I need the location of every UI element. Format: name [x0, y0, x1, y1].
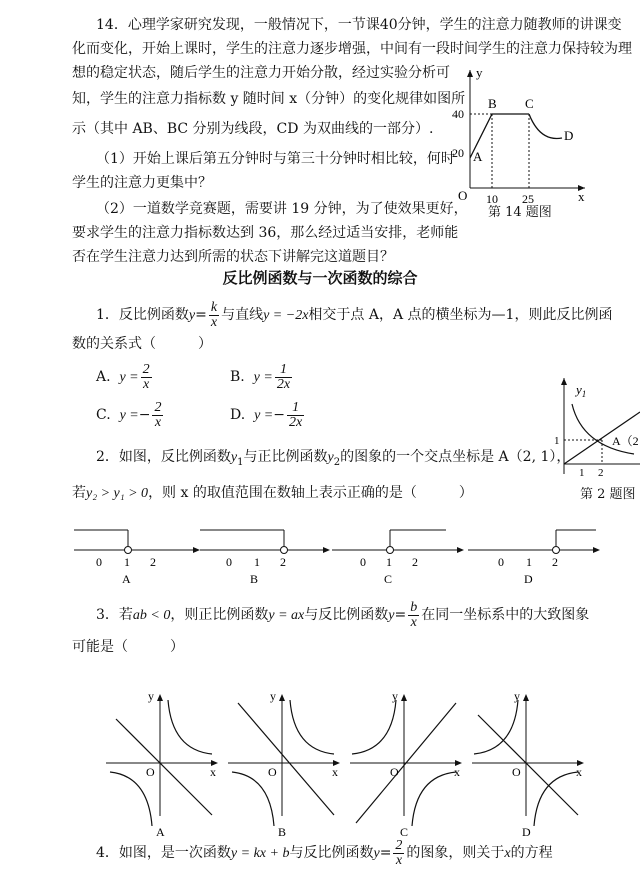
- q14-sub2-line-1: （2）一道数学竞赛题，需要讲 19 分钟，为了使效果更好，: [96, 201, 468, 217]
- svg-text:A: A: [156, 825, 165, 838]
- svg-text:x: x: [210, 765, 216, 779]
- svg-text:y: y: [514, 689, 520, 703]
- x-label: x: [578, 189, 585, 204]
- svg-text:y: y: [270, 689, 276, 703]
- svg-text:1: 1: [124, 555, 130, 569]
- q2-line-2: 若y₂ > y₁ > 0，则 x 的取值范围在数轴上表示正确的是（ ）: [72, 485, 473, 501]
- q3-graph-a: [106, 689, 218, 838]
- q14-line-4: 知，学生的注意力指标数 y 随时间 x（分钟）的变化规律如图所: [72, 91, 466, 107]
- q1-line-1: [96, 300, 612, 331]
- svg-text:2: 2: [412, 555, 418, 569]
- q14-sub2-line-3: 否在学生注意力达到所需的状态下讲解完这道题目？: [72, 249, 394, 265]
- svg-text:x: x: [576, 765, 582, 779]
- q1-option-d: D. y =− $\frac{1}{2x}$: [230, 399, 303, 430]
- q3-line-1: 3．若ab < 0，则正比例函数y = ax与反比例函数y= $\frac{b}{x}$ 在同一坐标系中的大致图象: [96, 599, 590, 630]
- q1-line-eq: y = −2x: [263, 308, 309, 323]
- svg-text:O: O: [390, 765, 399, 779]
- tick-25: 25: [522, 192, 534, 206]
- q3-graph-c: [350, 689, 462, 838]
- q14-line-2: 化而变化，开始上课时，学生的注意力逐步增强，中间有一段时间学生的注意力保持较为理: [72, 41, 632, 57]
- tick-20: 20: [452, 146, 464, 160]
- tick-y-1: 1: [554, 435, 560, 447]
- point-c-label: C: [525, 96, 534, 111]
- q14-line-3: 想的稳定状态，随后学生的注意力开始分散，经过实验分析可: [72, 65, 450, 81]
- y-axis-arrow: [561, 378, 567, 385]
- q1-prefix: 1．反比例函数: [96, 307, 189, 323]
- q14-sub1-line-2: 学生的注意力更集中？: [72, 175, 212, 191]
- tick-x-1: 1: [579, 467, 585, 479]
- q1-y: y: [188, 308, 196, 323]
- q1-line-2: 数的关系式（ ）: [72, 336, 212, 352]
- q1-option-c: C. y =− $\frac{2}{x}$: [96, 399, 162, 430]
- curve-cd: [529, 114, 562, 139]
- origin-label: O: [458, 188, 468, 203]
- q14-line-1: 14．心理学家研究发现，一般情况下，一节课40分钟，学生的注意力随教师的讲课变: [96, 17, 622, 33]
- q1-fraction: $\frac{k}{x}$: [210, 299, 218, 330]
- svg-text:0: 0: [498, 555, 504, 569]
- q4-line-1: 4．如图，是一次函数y = kx + b与反比例函数y= $\frac{2}{x}$ 的图象，则关于x的方程: [96, 837, 553, 868]
- svg-text:2: 2: [552, 555, 558, 569]
- svg-text:C: C: [400, 825, 409, 838]
- q14-attention-graph: [440, 60, 590, 220]
- svg-text:B: B: [250, 572, 259, 586]
- q1-post: 相交于点 A，A 点的横坐标为—1，则此反比例函: [308, 307, 613, 323]
- svg-text:0: 0: [96, 555, 102, 569]
- point-a-label: A（2: [612, 434, 639, 448]
- svg-text:x: x: [454, 765, 460, 779]
- point-d-label: D: [564, 128, 574, 143]
- q1-eq: =: [195, 307, 207, 323]
- y-axis-arrow: [467, 70, 473, 77]
- q14-sub1-line-1: （1）开始上课后第五分钟时与第三十分钟时相比较，何时: [96, 151, 455, 167]
- svg-text:0: 0: [226, 555, 232, 569]
- q3-graph-b: [228, 689, 340, 838]
- q2-function-graph: [542, 374, 640, 486]
- svg-text:O: O: [146, 765, 155, 779]
- svg-text:D: D: [522, 825, 531, 838]
- number-line-d: [468, 530, 600, 586]
- svg-text:C: C: [384, 572, 393, 586]
- tick-10: 10: [486, 192, 498, 206]
- svg-text:B: B: [278, 825, 287, 838]
- y1-label: $y_1$: [576, 382, 587, 399]
- q14-figure-caption: 第 14 题图: [488, 205, 552, 220]
- tick-40: 40: [452, 107, 464, 121]
- q1-option-a: A. y = $\frac{2}{x}$: [96, 361, 150, 392]
- q1-mid: 与直线: [221, 307, 264, 323]
- q2-number-lines: [70, 520, 610, 590]
- svg-text:2: 2: [150, 555, 156, 569]
- q2-line-1: 2．如图，反比例函数$y_1$与正比例函数$y_2$的图象的一个交点坐标是 A（2, 1），: [96, 449, 571, 468]
- svg-text:1: 1: [526, 555, 532, 569]
- number-line-c: [332, 530, 464, 586]
- q3-line-2: 可能是（ ）: [72, 639, 184, 655]
- svg-text:O: O: [512, 765, 521, 779]
- svg-text:D: D: [524, 572, 533, 586]
- number-line-b: [200, 530, 330, 586]
- svg-text:A: A: [122, 572, 131, 586]
- q3-graph-options: [100, 688, 600, 838]
- number-line-a: [74, 530, 200, 586]
- point-b-label: B: [488, 96, 497, 111]
- q3-graph-d: [472, 689, 584, 838]
- svg-text:y: y: [148, 689, 154, 703]
- tick-x-2: 2: [598, 467, 604, 479]
- q14-line-5: 示（其中 AB、BC 分别为线段，CD 为双曲线的一部分）.: [72, 121, 434, 137]
- q14-sub2-line-2: 要求学生的注意力指标数达到 36，那么经过适当安排，老师能: [72, 225, 459, 241]
- svg-text:1: 1: [254, 555, 260, 569]
- svg-text:1: 1: [386, 555, 392, 569]
- point-a-label: A: [473, 149, 483, 164]
- y-label: y: [476, 65, 483, 80]
- svg-text:2: 2: [280, 555, 286, 569]
- svg-text:0: 0: [360, 555, 366, 569]
- svg-text:x: x: [332, 765, 338, 779]
- q1-option-b: B. y = $\frac{1}{2x}$: [230, 361, 291, 392]
- q2-figure-caption: 第 2 题图: [580, 487, 636, 502]
- svg-text:y: y: [392, 689, 398, 703]
- section-title: 反比例函数与一次函数的综合: [222, 269, 418, 287]
- svg-text:O: O: [268, 765, 277, 779]
